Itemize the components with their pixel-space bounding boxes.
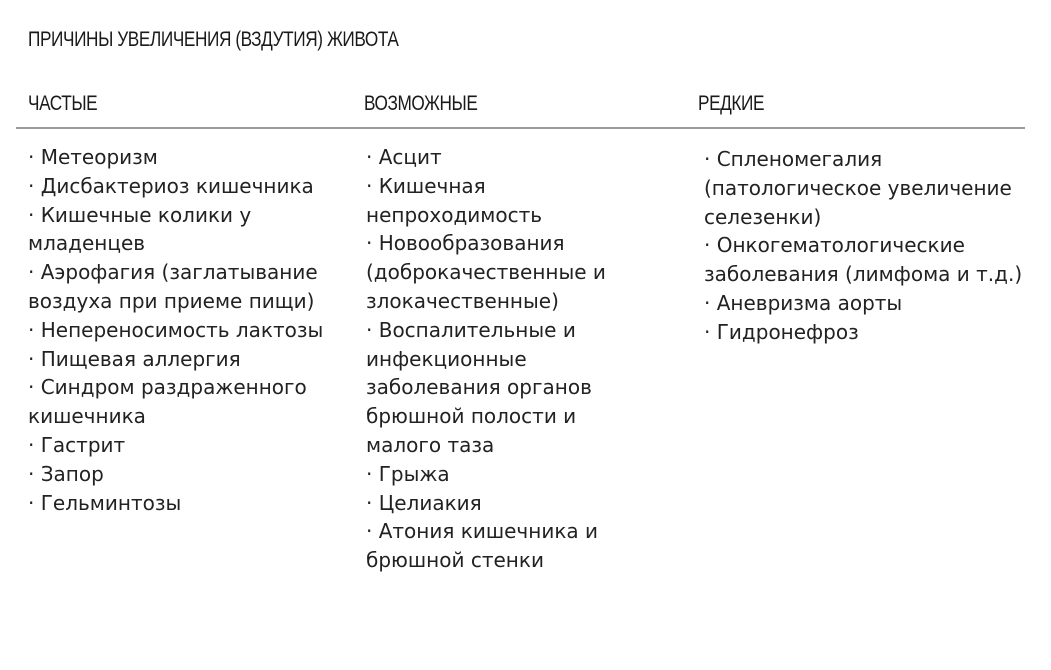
list-item: · Новообразования (доброкачественные и злокачественные): [366, 229, 656, 315]
column-heading-frequent: ЧАСТЫЕ: [28, 92, 98, 115]
column-heading-possible: ВОЗМОЖНЫЕ: [364, 92, 478, 115]
list-item: · Асцит: [366, 143, 656, 172]
list-item: · Непереносимость лактозы: [28, 316, 328, 345]
list-item: · Аневризма аорты: [704, 289, 1034, 318]
list-item: · Гельминтозы: [28, 489, 328, 518]
page-title: ПРИЧИНЫ УВЕЛИЧЕНИЯ (ВЗДУТИЯ) ЖИВОТА: [28, 28, 399, 51]
column-heading-rare: РЕДКИЕ: [698, 92, 765, 115]
list-item: · Дисбактериоз кишечника: [28, 172, 328, 201]
list-item: · Спленомегалия (патологическое увеличение селезенки): [704, 145, 1034, 231]
frequent-causes-list: [28, 143, 328, 517]
possible-causes-list: [366, 143, 656, 575]
list-item: · Гастрит: [28, 431, 328, 460]
header-divider: [16, 127, 1025, 129]
list-item: · Целиакия: [366, 489, 656, 518]
list-item: · Синдром раздраженного кишечника: [28, 373, 328, 431]
list-item: · Аэрофагия (заглатывание воздуха при приеме пищи): [28, 258, 328, 316]
rare-causes-list: [704, 145, 1034, 347]
list-item: · Онкогематологические заболевания (лимфома и т.д.): [704, 231, 1034, 289]
list-item: · Кишечные колики у младенцев: [28, 201, 328, 259]
list-item: · Метеоризм: [28, 143, 328, 172]
list-item: · Пищевая аллергия: [28, 345, 328, 374]
list-item: · Атония кишечника и брюшной стенки: [366, 517, 656, 575]
list-item: · Воспалительные и инфекционные заболевания органов брюшной полости и малого таза: [366, 316, 656, 460]
list-item: · Кишечная непроходимость: [366, 172, 656, 230]
list-item: · Гидронефроз: [704, 318, 1034, 347]
list-item: · Грыжа: [366, 460, 656, 489]
list-item: · Запор: [28, 460, 328, 489]
